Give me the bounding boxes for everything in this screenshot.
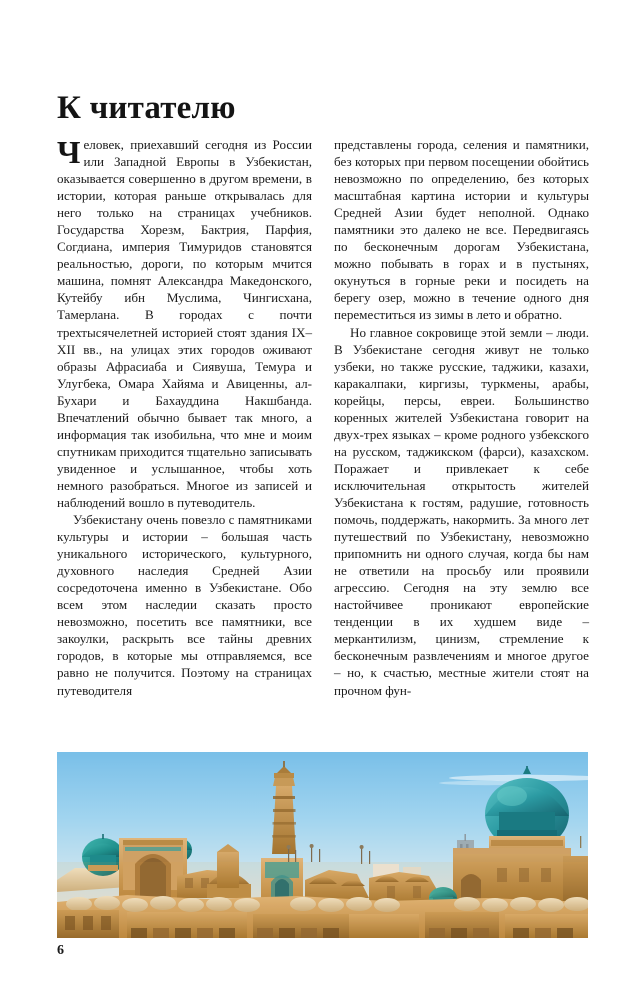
paragraph-right-1: представлены города, селения и памятники, без которых при первом посещении обойтись невозможно по определению, без которых масштабная картина истории и культуры Средней Азии будет неполной. Однако памятники это далеко не все. Передвигаясь по бесконечным дорогам Узбекистана, можно побывать в горах и в пустынях, окунуться в горные реки и посидеть на берегу озер, можно в течение одного дня переместиться из зимы в лето и обратно. [334, 137, 589, 323]
right-column [334, 136, 589, 699]
paragraph-left-1 [57, 136, 312, 511]
bukhara-skyline-illustration [57, 752, 588, 938]
page-number: 6 [57, 943, 64, 958]
paragraph-left-2: Узбекистану очень повезло с памятниками культуры и истории – большая часть уникального исторического, культурного, духовного наследия Средней Азии сосредоточена именно в Узбекистане. Обо всем этом наследии сказать просто невозможно, посетить все памятники, все закоулки, раскрыть все тайны древних городов, в которые мы отправляемся, все равно не получится. Поэтому на страницах путеводителя [57, 512, 312, 698]
drop-cap: Ч [57, 134, 81, 170]
bukhara-skyline-photo [57, 752, 588, 938]
left-column [57, 136, 312, 699]
paragraph-left-1-text: еловек, приехавший сегодня из России или Западной Европы в Узбекистан, оказывается совершенно в другом времени, в истории, которая раньше открывалась для него только на страницах учебников. Государства Хорезм, Бактрия, Парфия, Согдиана, империя Тимуридов становятся реальностью, дороги, по которым мчится машина, помнят Александра Македонского, Кутейбу ибн Муслима, Чингисхана, Тамерлана. В городах с почти трехтысячелетней историей стоят здания IX–XII вв., на улицах этих городов оживают образы Афрасиаба и Сиявуша, Темура и Улугбека, Омара Хайяма и Авиценны, ал-Бухари и Бахауддина Накшбанда. Впечатлений обычно бывает так много, а информация так изобильна, что мне и моим спутникам приходится тщательно записывать увиденное и услышанное, чтобы хоть немного разобраться. Многое из записей и наблюдений вошло в путеводитель. [57, 137, 312, 510]
two-column-body [57, 136, 589, 699]
page-title: К читателю [57, 90, 236, 127]
paragraph-right-2: Но главное сокровище этой земли – люди. В Узбекистане сегодня живут не только узбеки, но также русские, таджики, казахи, каракалпаки, киргизы, туркмены, арабы, корейцы, персы, евреи. Большинство коренных жителей Узбекистана говорит на двух-трех языках – кроме родного узбекского на русском, таджикском (фарси), казахском. Поражает и привлекает к себе исключительная открытость жителей Узбекистана к гостям, радушие, готовность помочь, поддержать, накормить. За много лет путешествий по Узбекистану, невозможно припомнить ни одного случая, когда бы нам не ответили на просьбу или проявили агрессию. Сегодня на эту землю все настойчивее проникают европейские тенденции в их худшем виде – меркантилизм, цинизм, стремление к бесконечным развлечениям и многое другое – но, к счастью, местные жители стоят на прочном фун- [334, 324, 589, 698]
